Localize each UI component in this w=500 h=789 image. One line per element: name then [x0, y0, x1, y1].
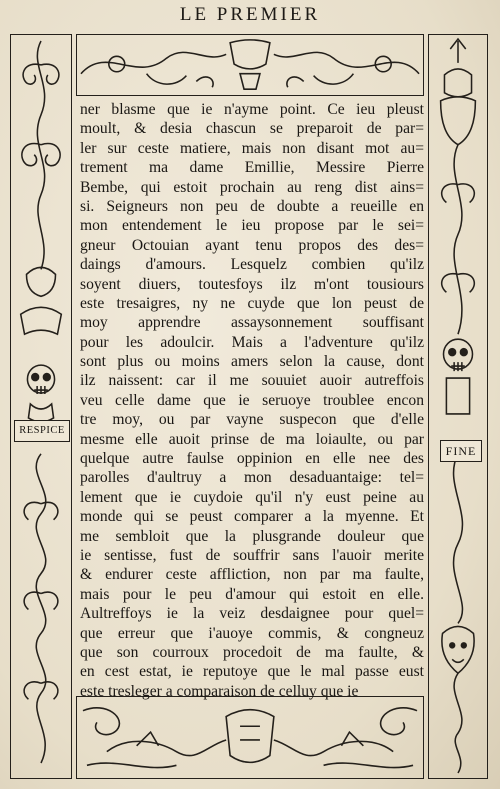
- text-line: soyent diuers, toutesfoys ilz m'ont tousiours: [80, 275, 424, 293]
- text-line: este tresleger a comparaison de celluy que ie: [80, 682, 359, 700]
- running-head: LE PREMIER: [179, 4, 321, 25]
- text-line: si. Seigneurs non peu de doubte a reueille en: [80, 197, 424, 215]
- text-line: daings d'amours. Lesquelz combien qu'ilz: [80, 256, 424, 274]
- headpiece-band: [76, 34, 424, 96]
- text-line: tre moy, ou par vayne suspecon que d'elle: [80, 411, 424, 429]
- text-line: monde qui se peust comparer a la myenne. Et: [80, 508, 424, 526]
- text-line: parolles d'aultruy a mon desaduantaige: tel=: [80, 469, 424, 487]
- text-line: en cest estat, ie reputoye que le mal passe eust: [80, 663, 424, 681]
- text-line: mais pour le peu d'amour qui estoit en elle.: [80, 585, 424, 603]
- text-line: moult, & desia chascun se preparoit de par=: [80, 120, 424, 138]
- dragons-and-foliage-tailpiece-icon: [77, 697, 423, 778]
- text-line: pour les adoulcir. Mais a l'adventure qu'ilz: [80, 333, 424, 351]
- text-line: lement que ie cuydoie qu'il n'y eust peine au: [80, 488, 424, 506]
- left-ornamental-border: [10, 34, 72, 779]
- text-line: mon entendement le ieu propose par le sei=: [80, 217, 424, 235]
- text-line: me sembloit que la plusgrande douleur que: [80, 527, 424, 545]
- text-line: mesme elle auoit prinse de ma loiaulte, ou par: [80, 430, 424, 448]
- text-line: ilz naissent: car il me souuiet auoir autreffois: [80, 372, 424, 390]
- text-line: Aultreffoys ie la veiz desdaignee pour quel=: [80, 605, 424, 623]
- fine-cartouche: FINE: [440, 440, 482, 462]
- respice-cartouche: RESPICE: [14, 420, 70, 442]
- text-line: que erreur que i'auoye commis, & congneuz: [80, 624, 424, 642]
- text-line: ie sentisse, fust de souffrir sans l'auoir merite: [80, 546, 424, 564]
- right-ornamental-border: [428, 34, 488, 779]
- text-line: sont plus ou moins amers selon la cause, dont: [80, 353, 424, 371]
- text-line: quelque autre faulse oppinion en elle nee des: [80, 450, 424, 468]
- text-line: que son courroux procedoit de ma faulte, &: [80, 643, 424, 661]
- text-line: moy apprendre assaysonnement souffisant: [80, 314, 424, 332]
- text-line: Bembe, qui estoit prochain au reng dist ains=: [80, 178, 424, 196]
- foliate-scroll-headpiece-icon: [77, 35, 423, 95]
- body-text: [80, 100, 424, 701]
- tailpiece-band: [76, 696, 424, 779]
- text-line: este tresaigres, ny ne cuyde que lon peust de: [80, 294, 424, 312]
- text-line: veu celle dame que ie seruoye troublee encon: [80, 391, 424, 409]
- text-line: trement ma dame Emillie, Messire Pierre: [80, 159, 424, 177]
- text-line: ler sur ceste matiere, mais non disant mot au=: [80, 139, 424, 157]
- text-line: ner blasme que ie n'ayme point. Ce ieu pleust: [80, 101, 424, 118]
- text-line: & endurer ceste affliction, non par ma faulte,: [80, 566, 424, 584]
- grotesque-column-with-skull-icon: [429, 35, 487, 778]
- grotesque-column-with-skull-icon: [11, 35, 71, 778]
- text-line: gneur Octouian ayant tenu propos des des=: [80, 236, 424, 254]
